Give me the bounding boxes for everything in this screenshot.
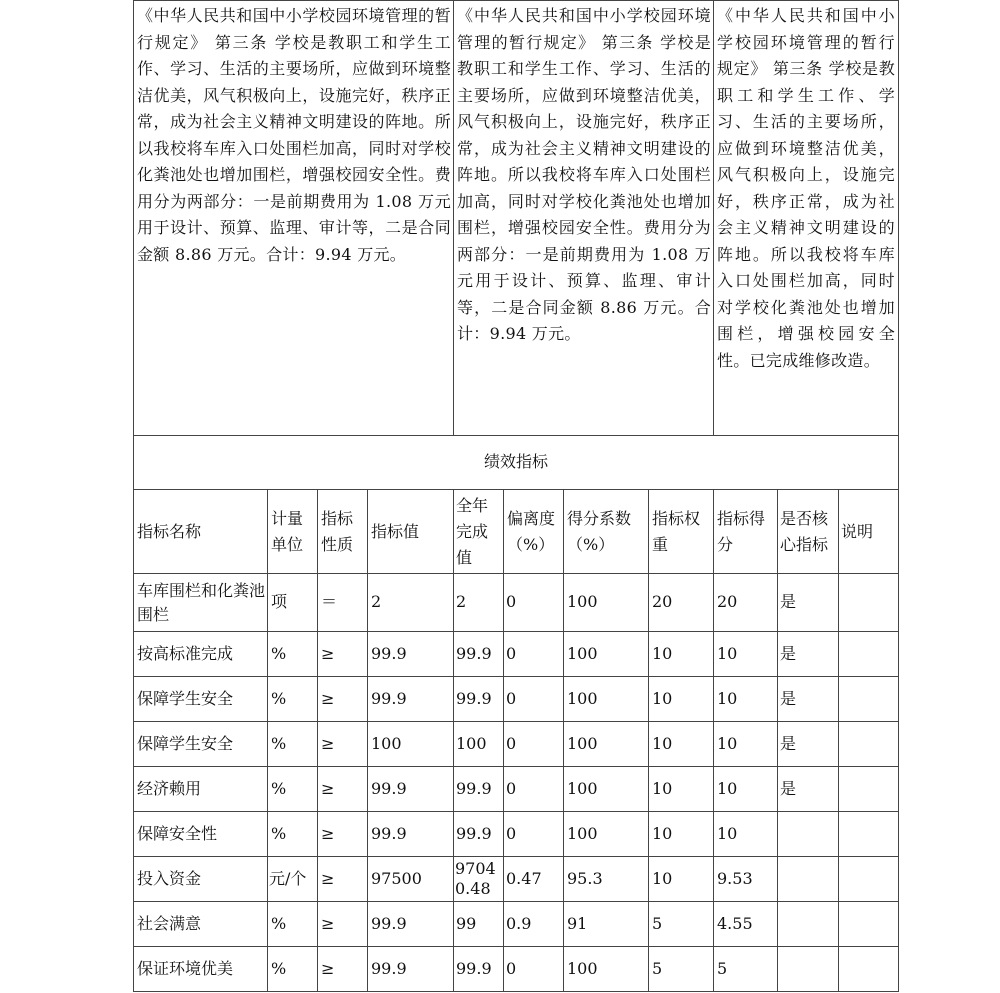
table-row-4-core: 是 [780,733,797,753]
table-row-7-unit: 元/个 [269,868,307,888]
table-row-4-name: 保障学生安全 [137,733,234,753]
table-row-5-coef: 100 [567,778,598,798]
table-row-3-score: 10 [717,688,738,708]
table-row-1-actual: 2 [456,592,467,612]
table-row-6-nature: ≥ [321,823,335,843]
table-row-5-note [841,767,897,811]
table-row-8-actual: 99 [456,913,477,933]
table-row-9-nature: ≥ [321,958,335,978]
table-row-6-note [841,812,897,856]
table-row-8-unit: % [271,913,287,933]
table-row-6-core [780,812,837,856]
description-col-1: 《中华人民共和国中小学校园环境管理的暂行规定》 第三条 学校是教职工和学生工作、学习、生活的主要场所，应做到环境整洁优美，风气积极向上，设施完好，秩序正常，成为社会主义精神文明建设的阵地。所以我校将车库入口处围栏加高，同时对学校化粪池处也增加围栏，增强校园安全性。费用分为两部分：一是前期费用为 1.08 万元用于设计、预算、监理、审计等，二是合同金额 8.86 万元。合计：9.94 万元。 [137,6,451,264]
table-row-6-unit: % [271,823,287,843]
table-row-3-coef: 100 [567,688,598,708]
table-row-2-coef: 100 [567,643,598,663]
header-weight: 指标权重 [652,508,701,554]
table-row-6-score: 10 [717,823,738,843]
table-row-2-note [841,632,897,676]
table-row-1-note [841,574,897,631]
table-row-3-unit: % [271,688,287,708]
table-row-2-weight: 10 [652,643,673,663]
table-row-8-nature: ≥ [321,913,335,933]
table-row-7-actual: 97040.48 [455,859,496,898]
table-row-8-score: 4.55 [717,913,753,933]
table-row-6-actual: 99.9 [456,823,492,843]
header-core: 是否核心指标 [780,508,829,554]
table-row-4-coef: 100 [567,733,598,753]
table-row-9-coef: 100 [567,958,598,978]
table-row-1-weight: 20 [652,592,673,612]
table-row-3-note [841,677,897,721]
table-row-5-name: 经济赖用 [137,778,202,798]
table-row-8-name: 社会满意 [137,913,202,933]
table-row-5-actual: 99.9 [456,778,492,798]
header-coef: 得分系数（%） [567,508,632,554]
header-value: 指标值 [371,521,420,541]
table-row-3-nature: ≥ [321,688,335,708]
table-row-2-core: 是 [780,643,797,663]
table-row-9-deviation: 0 [506,958,517,978]
table-row-3-deviation: 0 [506,688,517,708]
table-row-8-core [780,902,837,946]
table-row-9-note [841,947,897,991]
table-row-6-deviation: 0 [506,823,517,843]
table-row-5-core: 是 [780,778,797,798]
table-row-9-actual: 99.9 [456,958,492,978]
table-row-8-value: 99.9 [371,913,407,933]
table-row-7-value: 97500 [371,868,422,888]
table-row-1-coef: 100 [567,592,598,612]
table-row-5-value: 99.9 [371,778,407,798]
performance-title [133,436,899,489]
table-row-4-unit: % [271,733,287,753]
table-row-2-deviation: 0 [506,643,517,663]
table-row-9-weight: 5 [652,958,663,978]
table-row-7-coef: 95.3 [567,868,603,888]
table-row-9-name: 保证环境优美 [137,958,234,978]
table-row-5-weight: 10 [652,778,673,798]
table-row-7-core [780,857,837,901]
table-row-4-weight: 10 [652,733,673,753]
table-row-8-weight: 5 [652,913,663,933]
table-row-3-weight: 10 [652,688,673,708]
table-row-2-name: 按高标准完成 [137,643,234,663]
table-row-2-score: 10 [717,643,738,663]
header-nature: 指标性质 [321,508,354,554]
description-col-3: 《中华人民共和国中小学校园环境管理的暂行规定》 第三条 学校是教职工和学生工作、学习、生活的主要场所，应做到环境整洁优美，风气积极向上，设施完好，秩序正常，成为社会主义精神文明建设的阵地。所以我校将车库入口处围栏加高，同时对学校化粪池处也增加围栏，增强校园安全性。已完成维修改造。 [717,6,895,370]
evaluation-table [133,0,899,993]
table-row-7-note [841,857,897,901]
performance-title-text: 绩效指标 [483,452,548,472]
table-row-7-name: 投入资金 [137,868,202,888]
table-row-5-nature: ≥ [321,778,335,798]
table-row-9-value: 99.9 [371,958,407,978]
table-row-3-actual: 99.9 [456,688,492,708]
table-row-6-weight: 10 [652,823,673,843]
description-col-2: 《中华人民共和国中小学校园环境管理的暂行规定》 第三条 学校是教职工和学生工作、学习、生活的主要场所，应做到环境整洁优美，风气积极向上，设施完好，秩序正常，成为社会主义精神文明建设的阵地。所以我校将车库入口处围栏加高，同时对学校化粪池处也增加围栏，增强校园安全性。费用分为两部分：一是前期费用为 1.08 万元用于设计、预算、监理、审计等，二是合同金额 8.86 万元。合计：9.94 万元。 [457,6,711,343]
header-note: 说明 [841,521,874,541]
header-score: 指标得分 [717,508,766,554]
table-row-5-unit: % [271,778,287,798]
table-row-1-score: 20 [717,592,738,612]
table-row-7-score: 9.53 [717,868,753,888]
table-row-5-score: 10 [717,778,738,798]
table-row-1-name: 车库围栏和化粪池围栏 [137,580,265,624]
table-row-2-unit: % [271,643,287,663]
table-row-6-value: 99.9 [371,823,407,843]
table-row-1-nature: ＝ [321,592,338,612]
table-row-5-deviation: 0 [506,778,517,798]
table-row-4-score: 10 [717,733,738,753]
table-row-4-nature: ≥ [321,733,335,753]
table-row-1-deviation: 0 [506,592,517,612]
table-row-3-core: 是 [780,688,797,708]
header-name: 指标名称 [137,521,202,541]
header-deviation: 偏离度（%） [507,508,556,554]
table-row-9-unit: % [271,958,287,978]
table-row-8-coef: 91 [567,913,588,933]
table-row-1-value: 2 [371,592,382,612]
table-row-2-value: 99.9 [371,643,407,663]
table-row-6-name: 保障安全性 [137,823,218,843]
table-row-4-deviation: 0 [506,733,517,753]
table-row-7-deviation: 0.47 [506,868,542,888]
table-row-1-unit: 项 [271,592,288,612]
table-row-7-nature: ≥ [321,868,335,888]
table-row-9-core [780,947,837,991]
table-row-9-score: 5 [717,958,728,978]
table-row-4-note [841,722,897,766]
table-row-2-nature: ≥ [321,643,335,663]
header-unit: 计量单位 [271,508,304,554]
table-row-4-actual: 100 [456,733,487,753]
table-row-6-coef: 100 [567,823,598,843]
table-row-3-value: 99.9 [371,688,407,708]
table-row-8-deviation: 0.9 [506,913,532,933]
table-row-1-core: 是 [780,592,797,612]
table-row-2-actual: 99.9 [456,643,492,663]
table-row-3-name: 保障学生安全 [137,688,234,708]
table-row-7-weight: 10 [652,868,673,888]
table-row-8-note [841,902,897,946]
table-row-4-value: 100 [371,733,402,753]
header-actual: 全年完成值 [456,495,489,567]
